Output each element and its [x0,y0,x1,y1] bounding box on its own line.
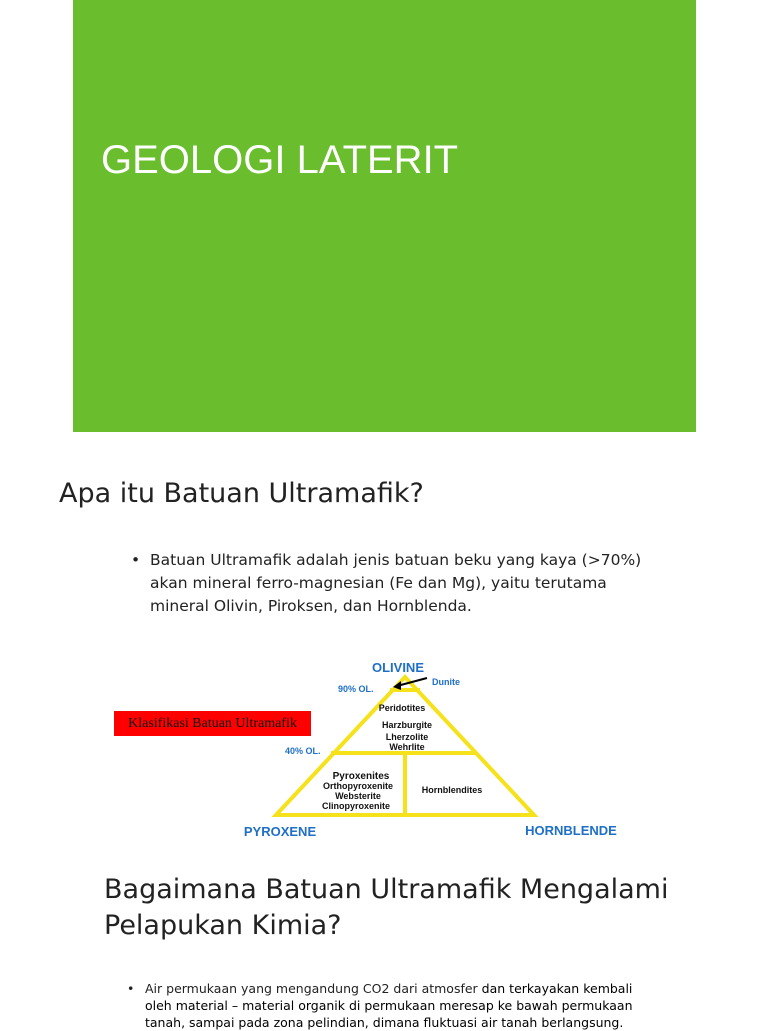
field-pyroxenites: Pyroxenites [332,771,390,782]
label-40-ol: 40% OL. [285,746,321,756]
bullet-dot: • [131,551,141,569]
vertex-olivine: OLIVINE [371,660,425,675]
ultramafic-classification-diagram [230,650,650,850]
bullet-dot: • [127,981,135,996]
label-90-ol: 90% OL. [338,684,374,694]
title-slide [73,0,696,432]
item-lherzolite: Lherzolite [385,732,429,742]
bullet-text: Batuan Ultramafik adalah jenis batuan beku yang kaya (>70%) akan mineral ferro-magnesian (Fe dan Mg), yaitu terutama mineral Olivin, Piroksen, dan Hornblenda. [150,551,642,615]
item-websterite: Websterite [335,791,381,801]
field-hornblendites: Hornblendites [421,785,483,795]
bullet-text [145,980,660,1031]
label-dunite: Dunite [432,677,460,687]
field-peridotites: Peridotites [378,703,426,713]
vertex-hornblende: HORNBLENDE [525,823,617,838]
section-heading-weathering: Bagaimana Batuan Ultramafik Mengalami Pelapukan Kimia? [104,874,669,941]
bullet-text-part1: Air permukaan yang mengandung CO2 dari atmosfer [145,981,482,996]
item-clinopyroxenite: Clinopyroxenite [321,801,391,811]
item-wehrlite: Wehrlite [389,742,425,752]
vertex-pyroxene: PYROXENE [243,824,317,839]
slide-title: GEOLOGI LATERIT [101,138,459,182]
item-harzburgite: Harzburgite [381,720,433,730]
section-heading-ultramafic: Apa itu Batuan Ultramafik? [59,478,424,509]
diagram-caption: Klasifikasi Batuan Ultramafik [114,711,311,736]
bullet-text-part2: dan terkayakan kembali oleh material – material organik di permukaan meresap ke bawah permukaan tanah, sampai pada zona pelindian, dimana fluktuasi air tanah berlangsung. [145,981,633,1030]
item-orthopyroxenite: Orthopyroxenite [322,781,394,791]
